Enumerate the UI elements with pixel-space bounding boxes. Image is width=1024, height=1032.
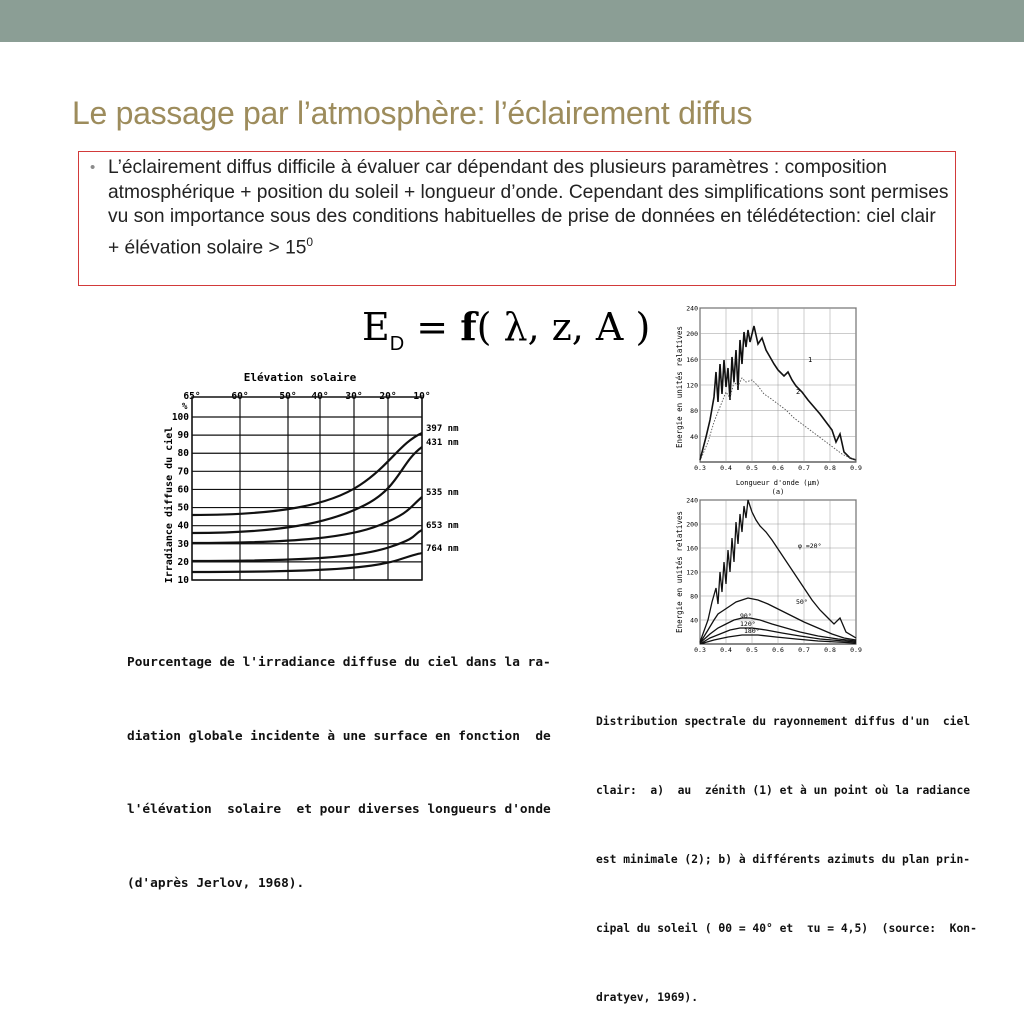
left-y-tick: 60: [177, 484, 189, 496]
rt-y-tick: 160: [686, 355, 698, 364]
right-top-curve-label: 2: [796, 388, 801, 396]
rt-x-tick: 0.6: [772, 464, 784, 472]
left-caption-line: (d'après Jerlov, 1968).: [127, 875, 305, 891]
bullet-dot-icon: •: [90, 159, 96, 176]
right-caption: [596, 664, 1016, 1032]
left-top-tick: 60°: [231, 391, 249, 402]
rb-y-tick: 240: [686, 496, 698, 505]
rb-x-tick: 0.6: [772, 646, 784, 654]
rb-y-tick: 120: [686, 568, 698, 577]
formula-args: ( λ, z, A ): [476, 305, 651, 349]
rb-x-tick: 0.4: [720, 646, 732, 654]
rt-x-tick: 0.9: [850, 464, 862, 472]
left-top-tick: 65°: [183, 391, 201, 402]
rt-x-tick: 0.8: [824, 464, 836, 472]
right-top-x-label: Longueur d'onde (µm): [735, 479, 821, 487]
left-curve-label: 431 nm: [426, 438, 459, 448]
right-bottom-curve-label: 120°: [740, 620, 756, 628]
right-caption-line: clair: a) au zénith (1) et à un point où la radiance: [596, 784, 971, 797]
rt-y-tick: 200: [686, 330, 698, 339]
left-y-tick: 30: [177, 538, 189, 550]
left-caption-line: Pourcentage de l'irradiance diffuse du ciel dans la ra-: [127, 655, 551, 670]
left-curve-label: 397 nm: [426, 424, 459, 434]
rt-x-tick: 0.5: [746, 464, 758, 472]
right-caption-line: dratyev, 1969).: [596, 991, 699, 1004]
right-bottom-curve-label: 180°: [744, 627, 760, 635]
bullet-text: L’éclairement diffus difficile à évaluer car dépendant des plusieurs paramètres : composition atmosphérique + position du soleil + longueur d’onde. Cependant des simplifications sont permises vu son importance sous des conditions habituelles de prise de données en télédétection: ciel clair + élévation solaire > 15: [108, 157, 949, 259]
right-bottom-curve-label: φ =20°: [798, 542, 822, 550]
left-curve-label: 535 nm: [426, 488, 459, 498]
left-top-tick: 40°: [311, 391, 329, 402]
rb-x-tick: 0.3: [694, 646, 706, 654]
left-caption-line: l'élévation solaire et pour diverses longueurs d'onde: [127, 802, 551, 817]
left-y-tick: 70: [177, 466, 189, 478]
rt-y-tick: 40: [690, 432, 698, 441]
right-top-y-label: Energie en unités relatives: [675, 326, 684, 448]
rb-x-tick: 0.9: [850, 646, 862, 654]
left-y-tick: 90: [177, 430, 189, 442]
bullet-superscript: 0: [306, 234, 314, 249]
left-y-tick: 50: [177, 502, 189, 514]
left-top-tick: 50°: [279, 391, 297, 402]
right-caption-line: Distribution spectrale du rayonnement diffus d'un ciel: [596, 715, 971, 728]
top-bar: [0, 0, 1024, 42]
left-curve-label: 653 nm: [426, 521, 459, 531]
left-caption-line: diation globale incidente à une surface en fonction de: [127, 728, 551, 744]
right-top-curve-label: 1: [808, 356, 813, 364]
formula: [362, 304, 650, 356]
formula-eq: =: [416, 305, 449, 349]
right-caption-line: est minimale (2); b) à différents azimuts du plan prin-: [596, 853, 971, 866]
right-bottom-curve-label: 90°: [740, 612, 752, 620]
rt-y-tick: 80: [690, 407, 698, 416]
rt-y-tick: 240: [686, 304, 698, 313]
left-top-tick: 10°: [413, 391, 431, 402]
rt-y-tick: 120: [686, 381, 698, 390]
left-y-tick: 20: [177, 556, 189, 568]
left-figure: [160, 365, 459, 595]
rb-x-tick: 0.7: [798, 646, 810, 654]
left-top-tick: 20°: [379, 391, 397, 402]
formula-fn: f: [460, 304, 477, 349]
left-figure-header: Elévation solaire: [243, 371, 357, 384]
left-y-tick: 80: [177, 448, 189, 460]
slide-title: Le passage par l’atmosphère: l’éclairement diffus: [72, 95, 753, 131]
formula-lhs-sub: D: [389, 333, 405, 355]
right-bottom-curve-label: 50°: [796, 598, 808, 606]
right-top-panel-label: (a): [771, 488, 785, 496]
rb-y-tick: 160: [686, 544, 698, 553]
rb-y-tick: 200: [686, 520, 698, 529]
rb-x-tick: 0.5: [746, 646, 758, 654]
rt-x-tick: 0.4: [720, 464, 732, 472]
left-y-tick: 40: [177, 520, 189, 532]
left-y-unit: %: [182, 402, 188, 412]
formula-lhs: E: [362, 305, 390, 349]
left-y-label: Irradiance diffuse du ciel: [164, 426, 175, 584]
bullet-item: [90, 156, 950, 261]
left-top-tick: 30°: [345, 391, 363, 402]
right-bottom-y-label: Energie en unités relatives: [675, 511, 684, 633]
left-y-tick: 100: [171, 412, 189, 423]
left-curve-label: 764 nm: [426, 544, 459, 554]
right-bottom-chart: [668, 492, 868, 662]
right-top-chart: [668, 302, 868, 497]
right-caption-line: cipal du soleil ( θ0 = 40° et τu = 4,5) (source: Kon-: [596, 922, 977, 935]
rt-x-tick: 0.7: [798, 464, 810, 472]
rb-y-tick: 40: [690, 616, 698, 625]
left-caption: [127, 602, 567, 921]
left-y-tick: 10: [177, 575, 189, 586]
rb-y-tick: 80: [690, 592, 698, 601]
rb-x-tick: 0.8: [824, 646, 836, 654]
rt-x-tick: 0.3: [694, 464, 706, 472]
